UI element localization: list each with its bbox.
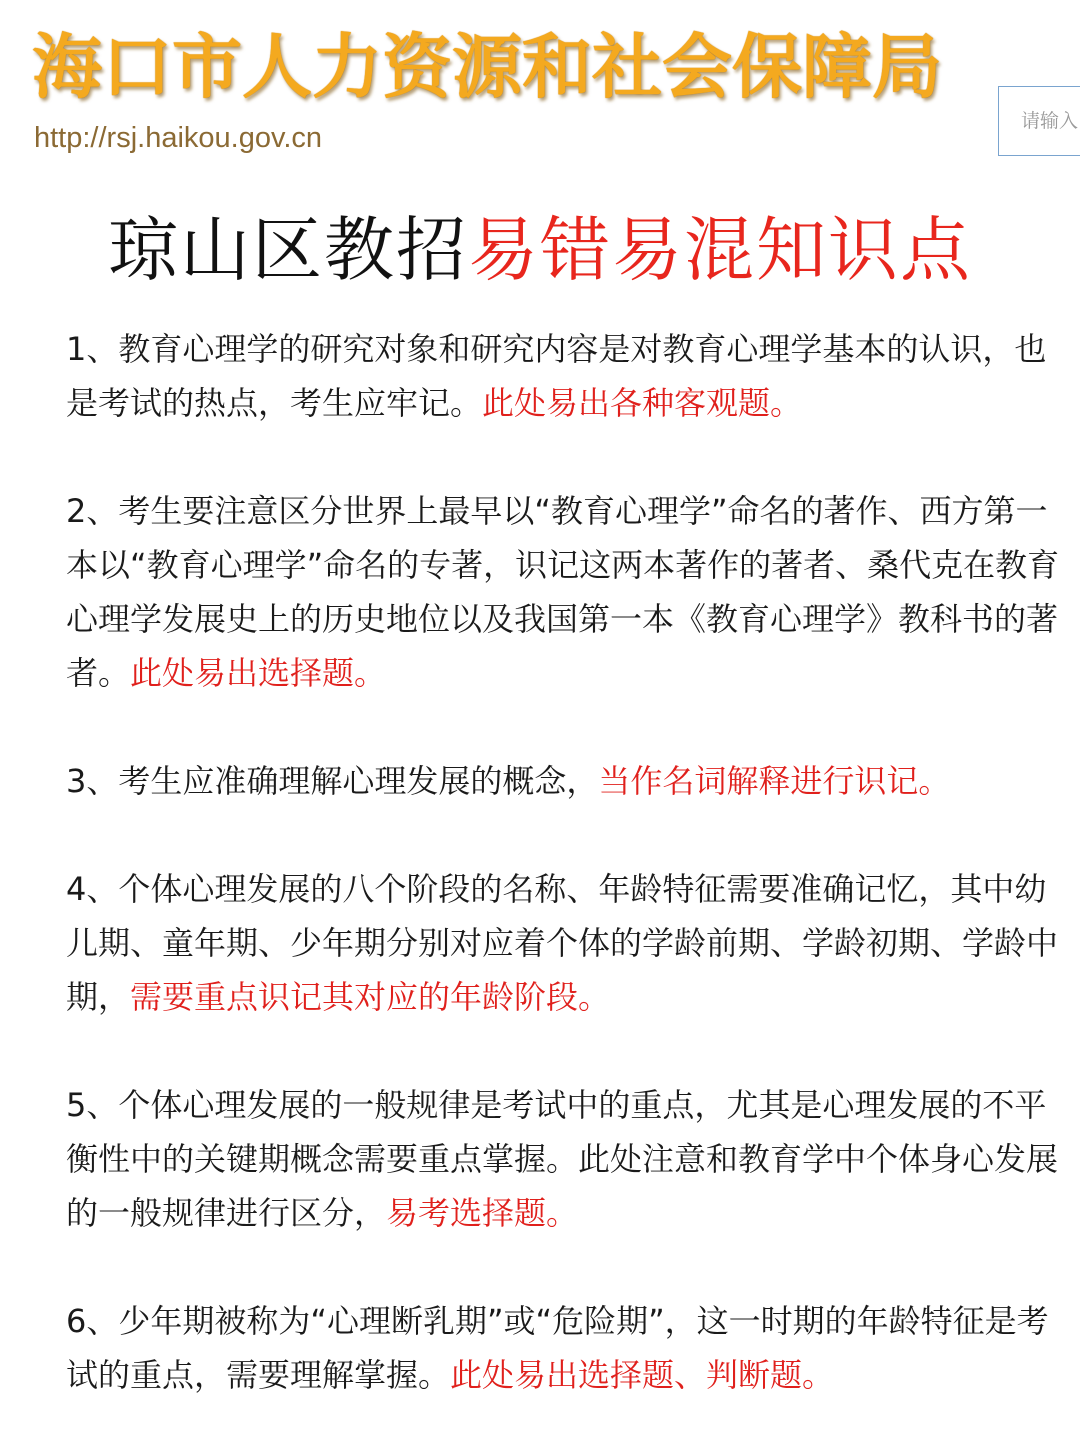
point-highlight: 此处易出选择题。 <box>130 654 387 692</box>
point-text: 4、个体心理发展的八个阶段的名称、年龄特征需要准确记忆，其中幼儿期、童年期、少年期分别对应着个体的学龄前期、学龄初期、学龄中期， <box>66 870 1059 1016</box>
page-title <box>0 200 1080 300</box>
point-text: 6、少年期被称为“心理断乳期”或“危险期”，这一时期的年龄特征是考试的重点，需要理解掌握。 <box>66 1302 1049 1394</box>
search-input[interactable] <box>998 86 1080 156</box>
knowledge-point-3 <box>66 754 1066 808</box>
point-highlight: 需要重点识记其对应的年龄阶段。 <box>130 978 611 1016</box>
point-text: 2、考生要注意区分世界上最早以“教育心理学”命名的著作、西方第一本以“教育心理学”命名的专著，识记这两本著作的著者、桑代克在教育心理学发展史上的历史地位以及我国第一本《教育心理学》教科书的著者。 <box>66 492 1060 692</box>
knowledge-point-5 <box>66 1078 1066 1240</box>
point-highlight: 当作名词解释进行识记。 <box>598 762 951 800</box>
knowledge-point-6 <box>66 1294 1066 1402</box>
point-text: 3、考生应准确理解心理发展的概念， <box>66 762 599 800</box>
knowledge-point-4 <box>66 862 1066 1024</box>
site-url[interactable]: http://rsj.haikou.gov.cn <box>34 122 323 154</box>
site-banner <box>0 0 1080 175</box>
site-name-logo: 海口市人力资源和社会保障局 <box>32 26 942 108</box>
knowledge-point-1 <box>66 322 1066 430</box>
point-text: 5、个体心理发展的一般规律是考试中的重点，尤其是心理发展的不平衡性中的关键期概念需要重点掌握。此处注意和教育学中个体身心发展的一般规律进行区分， <box>66 1086 1059 1232</box>
point-highlight: 此处易出选择题、判断题。 <box>450 1356 835 1394</box>
knowledge-point-2 <box>66 484 1066 700</box>
point-highlight: 此处易出各种客观题。 <box>482 384 803 422</box>
page-title-plain: 琼山区教招 <box>108 209 468 291</box>
point-highlight: 易考选择题。 <box>386 1194 579 1232</box>
point-text: 1、教育心理学的研究对象和研究内容是对教育心理学基本的认识，也是考试的热点，考生应牢记。 <box>66 330 1047 422</box>
page-title-accent: 易错易混知识点 <box>468 209 972 291</box>
